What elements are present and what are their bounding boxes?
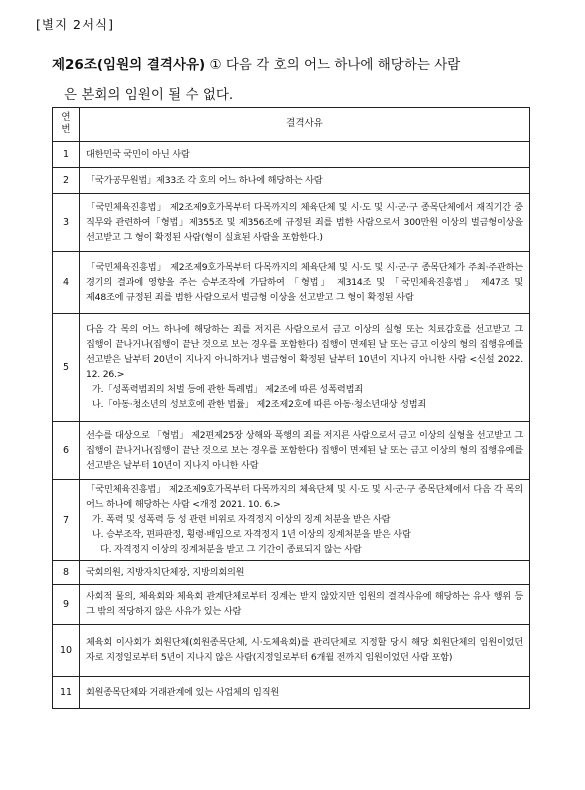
row-content	[80, 422, 530, 480]
row-number: 8	[53, 561, 80, 585]
table-row	[53, 194, 530, 252]
clause-text: 체육회 이사회가 회원단체(회원종목단체, 시·도체육회)를 관리단체로 지정할 당시 해당 회원단체의 임원이었던 자로 지정일로부터 5년이 지나지 않은 사람(지정일로부터 6개월 전까지 임원이었던 사람 포함)	[86, 637, 523, 663]
table-row	[53, 480, 530, 561]
row-content	[80, 252, 530, 314]
row-content	[80, 480, 530, 561]
row-number: 5	[53, 314, 80, 422]
clause-text: 선수를 대상으로 「형법」 제2편제25장 상해와 폭행의 죄를 저지른 사람으로서 금고 이상의 실형을 선고받고 그 집행이 끝나거나(집행이 끝난 것으로 보는 경우를 포함한다) 집행이 면제된 날 또는 금고 이상의 형의 집행유예를 선고받은 날부터 10년이 지나지 아니한 사람	[86, 429, 523, 471]
clause-text: 사회적 물의, 체육회와 체육회 관계단체로부터 징계는 받지 않았지만 임원의 결격사유에 해당하는 유사 행위 등 그 밖의 적당하지 않은 사유가 있는 사람	[86, 591, 523, 617]
article-heading	[52, 50, 532, 110]
table-row	[53, 252, 530, 314]
sub-clause-text: 나.「아동·청소년의 성보호에 관한 법률」 제2조제2호에 따른 아동·청소년대상 성범죄	[92, 399, 427, 410]
row-number: 11	[53, 677, 80, 709]
article-title: 제26조(임원의 결격사유)	[52, 57, 206, 73]
row-number: 3	[53, 194, 80, 252]
table-row	[53, 561, 530, 585]
row-number: 9	[53, 585, 80, 625]
header-content: 결격사유	[80, 108, 530, 142]
sub-clause-text: 다. 자격정지 이상의 징계처분을 받고 그 기간이 종료되지 않는 사람	[100, 544, 362, 555]
clause-text: 다음 각 목의 어느 하나에 해당하는 죄를 저지른 사람으로서 금고 이상의 실형 또는 치료감호를 선고받고 그 집행이 끝나거나(집행이 끝난 것으로 보는 경우를 포함한다) 집행이 면제된 날 또는 금고 이상의 형의 집행유예를 선고받은 날부터 20년이 지나지 아니하거나 벌금형이 확정된 날부터 10년이 지나지 아니한 사람 <신설 2022. 12. 26.>	[86, 324, 523, 380]
table-header-row	[53, 108, 530, 142]
row-number: 4	[53, 252, 80, 314]
clause-text: 국회의원, 지방자치단체장, 지방의회의원	[86, 566, 245, 578]
table-row	[53, 422, 530, 480]
table-body	[53, 142, 530, 709]
row-number: 10	[53, 625, 80, 677]
clause-text: 「국가공무원법」제33조 각 호의 어느 하나에 해당하는 사람	[86, 174, 323, 186]
row-number: 1	[53, 142, 80, 168]
row-content	[80, 142, 530, 168]
row-number: 6	[53, 422, 80, 480]
article-text-line1: ① 다음 각 호의 어느 하나에 해당하는 사람	[205, 57, 461, 73]
row-content	[80, 561, 530, 585]
row-content	[80, 314, 530, 422]
table-row	[53, 625, 530, 677]
disqualification-table	[52, 107, 530, 709]
row-content	[80, 585, 530, 625]
clause-text: 「국민체육진흥법」 제2조제9호가목부터 다목까지의 체육단체 및 시·도 및 시·군·구 종목단체에서 다음 각 목의 어느 하나에 해당하는 사람 <개정 2021. 10. 6.>	[86, 484, 523, 510]
sub-clause-text: 가.「성폭력범죄의 처벌 등에 관한 특례법」 제2조에 따른 성폭력범죄	[92, 384, 363, 395]
table-row	[53, 142, 530, 168]
table-row	[53, 314, 530, 422]
clause-text: 회원종목단체와 거래관계에 있는 사업체의 임직원	[86, 686, 280, 698]
clause-text: 대한민국 국민이 아닌 사람	[86, 148, 190, 160]
row-number: 2	[53, 168, 80, 194]
table-row	[53, 585, 530, 625]
row-content	[80, 677, 530, 709]
clause-text: 「국민체육진흥법」 제2조제9호가목부터 다목까지의 체육단체 및 시·도 및 시·군·구 종목단체에서 재직기간 중 직무와 관련하여「형법」제355조 및 제356조에 규정된 죄를 범한 사람으로서 300만원 이상의 벌금형이상을 선고받고 그 형이 확정된 사람(형이 실효된 사람을 포함한다.)	[86, 201, 523, 243]
clause-text: 「국민체육진흥법」 제2조제9호가목부터 다목까지의 체육단체 및 시·도 및 시·군·구 종목단체가 주최·주관하는 경기의 결과에 영향을 주는 승부조작에 가담하여 「형법」 제314조 및 「국민체육진흥법」 제47조 및 제48조에 규정된 죄를 범한 사람으로서 벌금형 이상을 선고받고 그 형이 확정된 사람	[86, 261, 523, 303]
sub-clause-text: 가. 폭력 및 성폭력 등 성 관련 비위로 자격정지 이상의 징계 처분을 받은 사람	[92, 514, 391, 525]
table-row	[53, 168, 530, 194]
sub-clause-text: 나. 승부조작, 편파판정, 횡령·배임으로 자격정지 1년 이상의 징계처분을 받은 사람	[92, 529, 411, 540]
table-row	[53, 677, 530, 709]
row-content	[80, 168, 530, 194]
form-label: [별지 2서식]	[36, 17, 114, 32]
row-content	[80, 194, 530, 252]
header-num: 연번	[53, 108, 80, 142]
article-text-line2: 은 본회의 임원이 될 수 없다.	[64, 87, 234, 103]
row-number: 7	[53, 480, 80, 561]
row-content	[80, 625, 530, 677]
